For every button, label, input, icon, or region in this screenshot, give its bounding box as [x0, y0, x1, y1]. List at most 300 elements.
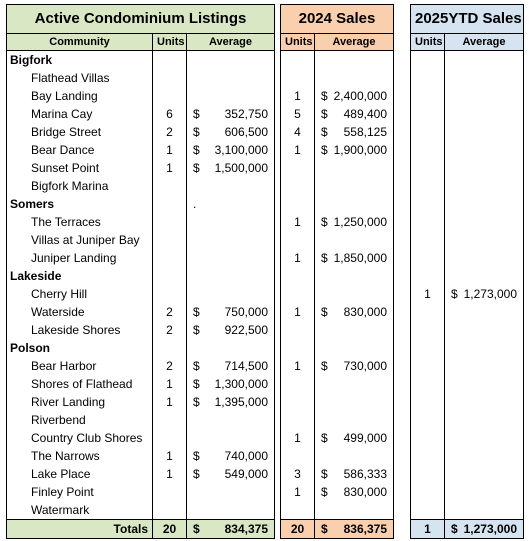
sales-2025-average-cell: [445, 105, 524, 123]
active-units-cell: [153, 249, 187, 267]
active-average-value: 714,500: [224, 359, 268, 373]
sales-2024-average-cell: [315, 177, 394, 195]
sales-2024-dollar-sign: $: [321, 89, 328, 103]
community-row: [7, 357, 275, 375]
totals-average-value: 836,375: [343, 522, 387, 536]
sales-2025-average-cell: [445, 267, 524, 285]
sales-2025-average-cell: [445, 357, 524, 375]
units-header: Units: [153, 34, 187, 51]
sales-2024-average-value: 489,400: [343, 107, 387, 121]
sales-2024-row: [281, 105, 394, 123]
sales-2025-units-cell: [411, 69, 445, 87]
sales-2024-units-cell: [281, 159, 315, 177]
active-average-cell: [187, 393, 275, 411]
active-average-cell: [187, 249, 275, 267]
active-average-cell: [187, 213, 275, 231]
sales-2025-units-cell: [411, 447, 445, 465]
sales-2025-average-cell: [445, 393, 524, 411]
community-name: Villas at Juniper Bay: [7, 231, 153, 249]
sales-2024-dollar-sign: $: [321, 215, 328, 229]
community-row: [7, 69, 275, 87]
active-average-cell: [187, 69, 275, 87]
active-units-cell: 1: [153, 447, 187, 465]
active-average-cell: [187, 375, 275, 393]
community-name: Lakeside Shores: [7, 321, 153, 339]
sales-2024-row: [281, 339, 394, 357]
active-average-cell: [187, 483, 275, 501]
sales-2025-row: [411, 213, 524, 231]
active-dollar-sign: $: [193, 323, 200, 337]
sales-2025-units-cell: [411, 465, 445, 483]
sales-2024-units-cell: [281, 411, 315, 429]
community-row: [7, 141, 275, 159]
sales-2025-row: [411, 141, 524, 159]
community-row: [7, 465, 275, 483]
active-dollar-sign: $: [193, 143, 200, 157]
sales-2025-row: [411, 231, 524, 249]
totals-units: 20: [153, 520, 187, 539]
community-row: [7, 159, 275, 177]
community-row: [7, 105, 275, 123]
community-row: [7, 231, 275, 249]
active-dollar-sign: $: [193, 395, 200, 409]
sales-2024-average-cell: [315, 483, 394, 501]
town-row: [7, 51, 275, 70]
community-name: Cherry Hill: [7, 285, 153, 303]
sales-2025-average-cell: [445, 159, 524, 177]
community-row: [7, 375, 275, 393]
sales-2024-average-cell: [315, 69, 394, 87]
sales-2024-average-cell: [315, 195, 394, 213]
sales-2024-row: [281, 51, 394, 70]
sales-2025-units-cell: [411, 195, 445, 213]
community-name: Finley Point: [7, 483, 153, 501]
community-header: Community: [7, 34, 153, 51]
sales-2025-units-cell: [411, 87, 445, 105]
sales-2025-units-cell: [411, 357, 445, 375]
sales-2024-units-cell: [281, 321, 315, 339]
sales-2025-average-cell: [445, 231, 524, 249]
community-row: [7, 393, 275, 411]
sales-2024-average-value: 586,333: [343, 467, 387, 481]
active-average-cell: [187, 195, 275, 213]
sales-2024-units-cell: 3: [281, 465, 315, 483]
sales-2024-units-cell: 5: [281, 105, 315, 123]
community-name: Sunset Point: [7, 159, 153, 177]
sales-2025-average-cell: [445, 483, 524, 501]
sales-2024-average-value: 558,125: [343, 125, 387, 139]
sales-2024-table: [280, 4, 394, 539]
active-average-cell: [187, 159, 275, 177]
sales-2025-average-cell: [445, 51, 524, 70]
sales-2024-average-cell: [315, 231, 394, 249]
totals-dollar-sign: $: [193, 522, 200, 536]
community-row: [7, 249, 275, 267]
community-name: Waterside: [7, 303, 153, 321]
sales-2024-average-cell: [315, 393, 394, 411]
sales-2024-row: [281, 159, 394, 177]
active-average-cell: [187, 447, 275, 465]
average-header: Average: [315, 34, 394, 51]
community-name: Watermark: [7, 501, 153, 520]
sales-2024-row: [281, 321, 394, 339]
sales-2025-units-cell: [411, 249, 445, 267]
totals-label: Totals: [7, 520, 153, 539]
active-average-value: 1,395,000: [214, 395, 268, 409]
sales-2024-average-value: 830,000: [343, 305, 387, 319]
community-name: Marina Cay: [7, 105, 153, 123]
sales-2025-units-cell: [411, 105, 445, 123]
sales-2025-units-cell: [411, 339, 445, 357]
active-dollar-sign: $: [193, 125, 200, 139]
sales-2024-units-cell: [281, 393, 315, 411]
sales-2025-units-cell: [411, 267, 445, 285]
active-units-cell: [153, 339, 187, 357]
active-dollar-sign: $: [193, 359, 200, 373]
sales-2025-row: [411, 429, 524, 447]
sales-2025-average-cell: [445, 177, 524, 195]
active-units-cell: [153, 285, 187, 303]
sales-2024-row: [281, 429, 394, 447]
town-name: Somers: [7, 195, 153, 213]
sales-2024-units-cell: [281, 501, 315, 520]
sales-2024-average-cell: [315, 447, 394, 465]
active-average-cell: [187, 141, 275, 159]
sales-2025-average-cell: [445, 249, 524, 267]
active-dollar-sign: $: [193, 377, 200, 391]
totals-average-value: 834,375: [224, 522, 268, 536]
sales-2024-row: [281, 141, 394, 159]
sales-2024-average-cell: [315, 375, 394, 393]
active-listings-title: Active Condominium Listings: [7, 5, 275, 34]
sales-2024-average-cell: [315, 105, 394, 123]
community-row: [7, 177, 275, 195]
sales-2025-units-cell: [411, 483, 445, 501]
sales-2025-average-cell: [445, 141, 524, 159]
active-average-cell: [187, 177, 275, 195]
town-row: [7, 195, 275, 213]
sales-2025-row: [411, 285, 524, 303]
sales-2024-row: [281, 483, 394, 501]
units-header: Units: [281, 34, 315, 51]
sales-2025-row: [411, 465, 524, 483]
sales-2024-dollar-sign: $: [321, 431, 328, 445]
sales-2024-units-cell: 1: [281, 87, 315, 105]
community-name: Riverbend: [7, 411, 153, 429]
community-name: Shores of Flathead: [7, 375, 153, 393]
sales-2025-average-cell: [445, 213, 524, 231]
community-row: [7, 87, 275, 105]
sales-2024-units-cell: [281, 285, 315, 303]
sales-2025-units-cell: [411, 141, 445, 159]
units-header: Units: [411, 34, 445, 51]
sales-2025-dollar-sign: $: [451, 287, 458, 301]
active-average-value: 606,500: [224, 125, 268, 139]
sales-2024-average-cell: [315, 159, 394, 177]
active-average-value: 1,300,000: [214, 377, 268, 391]
sales-2024-average-value: 1,850,000: [333, 251, 387, 265]
sales-2024-units-cell: [281, 195, 315, 213]
sales-2024-units-cell: [281, 231, 315, 249]
active-units-cell: [153, 501, 187, 520]
sales-2024-units-cell: 1: [281, 141, 315, 159]
sales-2024-average-value: 2,400,000: [333, 89, 387, 103]
community-name: Lake Place: [7, 465, 153, 483]
sales-2025-row: [411, 159, 524, 177]
active-average-cell: [187, 267, 275, 285]
active-average-value: 352,750: [224, 107, 268, 121]
sales-2025-row: [411, 303, 524, 321]
active-average-cell: [187, 321, 275, 339]
active-units-cell: 2: [153, 357, 187, 375]
sales-2025-units-cell: [411, 321, 445, 339]
totals-row: [281, 520, 394, 539]
active-average-cell: [187, 501, 275, 520]
active-dollar-sign: $: [193, 161, 200, 175]
sales-2024-units-cell: 1: [281, 429, 315, 447]
town-row: [7, 339, 275, 357]
sales-2024-average-cell: [315, 123, 394, 141]
totals-row: [7, 520, 275, 539]
sales-2025-units-cell: [411, 375, 445, 393]
active-average-cell: [187, 51, 275, 70]
sales-2025-row: [411, 411, 524, 429]
sales-2024-dollar-sign: $: [321, 107, 328, 121]
sales-2024-average-cell: [315, 141, 394, 159]
sales-2024-row: [281, 285, 394, 303]
community-name: Bear Harbor: [7, 357, 153, 375]
sales-2024-average-cell: [315, 87, 394, 105]
sales-2025-row: [411, 447, 524, 465]
active-units-cell: [153, 177, 187, 195]
sales-2024-average-cell: [315, 465, 394, 483]
sales-2024-dollar-sign: $: [321, 359, 328, 373]
community-name: Bay Landing: [7, 87, 153, 105]
sales-2025-average-cell: [445, 501, 524, 520]
active-units-cell: [153, 69, 187, 87]
active-units-cell: 1: [153, 375, 187, 393]
sales-2025-average-cell: [445, 447, 524, 465]
sales-2024-units-cell: [281, 339, 315, 357]
sales-2025-row: [411, 195, 524, 213]
community-name: Country Club Shores: [7, 429, 153, 447]
community-row: [7, 447, 275, 465]
sales-2024-dollar-sign: $: [321, 251, 328, 265]
sales-2024-row: [281, 375, 394, 393]
town-name: Lakeside: [7, 267, 153, 285]
sales-2025-row: [411, 375, 524, 393]
community-row: [7, 303, 275, 321]
sales-2024-row: [281, 249, 394, 267]
active-units-cell: 1: [153, 159, 187, 177]
sales-2024-row: [281, 303, 394, 321]
community-row: [7, 501, 275, 520]
sales-2025-row: [411, 105, 524, 123]
sales-2025-average-cell: [445, 195, 524, 213]
sales-2024-row: [281, 231, 394, 249]
active-dollar-sign: $: [193, 449, 200, 463]
active-mark: .: [193, 197, 197, 211]
active-units-cell: [153, 213, 187, 231]
active-units-cell: [153, 429, 187, 447]
active-average-value: 3,100,000: [214, 143, 268, 157]
sales-2025-row: [411, 483, 524, 501]
active-units-cell: [153, 483, 187, 501]
sales-2025-row: [411, 267, 524, 285]
sales-2024-row: [281, 447, 394, 465]
sales-2025-average-cell: [445, 87, 524, 105]
sales-2024-row: [281, 501, 394, 520]
sales-2024-average-value: 1,900,000: [333, 143, 387, 157]
active-units-cell: 6: [153, 105, 187, 123]
sales-2024-dollar-sign: $: [321, 125, 328, 139]
active-units-cell: 1: [153, 393, 187, 411]
active-average-cell: [187, 87, 275, 105]
active-average-value: 750,000: [224, 305, 268, 319]
sales-2025-title: 2025YTD Sales: [411, 5, 524, 34]
sales-2024-average-cell: [315, 321, 394, 339]
sales-2024-average-value: 499,000: [343, 431, 387, 445]
sales-2025-average-cell: [445, 321, 524, 339]
active-average-cell: [187, 429, 275, 447]
community-name: Flathead Villas: [7, 69, 153, 87]
sales-2024-average-cell: [315, 339, 394, 357]
community-row: [7, 321, 275, 339]
community-row: [7, 123, 275, 141]
sales-2025-units-cell: [411, 411, 445, 429]
sales-2025-row: [411, 339, 524, 357]
sales-2025-row: [411, 357, 524, 375]
sales-2025-table: [410, 4, 524, 539]
sales-2025-units-cell: [411, 177, 445, 195]
sales-2024-average-value: 830,000: [343, 485, 387, 499]
sales-2025-average-cell: [445, 303, 524, 321]
sales-2025-units-cell: [411, 159, 445, 177]
sales-2024-units-cell: 4: [281, 123, 315, 141]
active-average-value: 922,500: [224, 323, 268, 337]
sales-2024-average-value: 1,250,000: [333, 215, 387, 229]
sales-2024-row: [281, 69, 394, 87]
sales-2024-average-cell: [315, 267, 394, 285]
active-units-cell: [153, 87, 187, 105]
sales-2024-average-cell: [315, 501, 394, 520]
community-name: River Landing: [7, 393, 153, 411]
sales-2025-average-cell: [445, 465, 524, 483]
sales-2024-row: [281, 123, 394, 141]
sales-2025-row: [411, 249, 524, 267]
active-average-value: 1,500,000: [214, 161, 268, 175]
sales-2024-row: [281, 393, 394, 411]
active-units-cell: [153, 231, 187, 249]
sales-2024-units-cell: 1: [281, 249, 315, 267]
sales-2024-units-cell: 1: [281, 213, 315, 231]
active-average-cell: [187, 123, 275, 141]
sales-2024-average-cell: [315, 213, 394, 231]
sales-2025-row: [411, 321, 524, 339]
sales-2024-average-cell: [315, 285, 394, 303]
active-dollar-sign: $: [193, 107, 200, 121]
sales-2025-units-cell: [411, 429, 445, 447]
sales-2024-units-cell: [281, 447, 315, 465]
sales-2025-average-value: 1,273,000: [463, 287, 517, 301]
active-units-cell: 2: [153, 321, 187, 339]
sales-2025-units-cell: [411, 231, 445, 249]
sales-2024-dollar-sign: $: [321, 485, 328, 499]
sales-2025-units-cell: [411, 51, 445, 70]
active-units-cell: [153, 51, 187, 70]
community-name: Bigfork Marina: [7, 177, 153, 195]
community-name: Bear Dance: [7, 141, 153, 159]
totals-average-value: 1,273,000: [463, 522, 517, 536]
sales-2025-units-cell: [411, 123, 445, 141]
sales-2024-units-cell: [281, 267, 315, 285]
sales-2025-average-cell: [445, 411, 524, 429]
sales-2024-average-cell: [315, 411, 394, 429]
sales-2024-row: [281, 411, 394, 429]
community-name: Juniper Landing: [7, 249, 153, 267]
community-row: [7, 213, 275, 231]
community-row: [7, 429, 275, 447]
sales-2024-average-cell: [315, 429, 394, 447]
active-dollar-sign: $: [193, 467, 200, 481]
sales-2024-row: [281, 357, 394, 375]
active-average-value: 549,000: [224, 467, 268, 481]
sales-2025-row: [411, 51, 524, 70]
sales-2024-units-cell: 1: [281, 357, 315, 375]
sales-2024-row: [281, 465, 394, 483]
sales-2025-average-cell: [445, 375, 524, 393]
community-row: [7, 411, 275, 429]
sales-2025-average-cell: [445, 285, 524, 303]
sales-2024-units-cell: 1: [281, 483, 315, 501]
totals-dollar-sign: $: [321, 522, 328, 536]
active-average-cell: [187, 411, 275, 429]
sales-2025-row: [411, 501, 524, 520]
sales-2024-dollar-sign: $: [321, 467, 328, 481]
active-average-cell: [187, 231, 275, 249]
active-average-cell: [187, 465, 275, 483]
sales-2025-average-cell: [445, 123, 524, 141]
sales-2024-title: 2024 Sales: [281, 5, 394, 34]
totals-units: 1: [411, 520, 445, 539]
sales-2025-units-cell: [411, 213, 445, 231]
community-name: The Terraces: [7, 213, 153, 231]
average-header: Average: [445, 34, 524, 51]
sales-2024-row: [281, 87, 394, 105]
sales-2025-units-cell: [411, 501, 445, 520]
sales-2025-row: [411, 393, 524, 411]
active-average-cell: [187, 285, 275, 303]
sales-2024-dollar-sign: $: [321, 305, 328, 319]
sales-2025-units-cell: 1: [411, 285, 445, 303]
active-units-cell: 1: [153, 465, 187, 483]
community-row: [7, 483, 275, 501]
sales-2024-row: [281, 195, 394, 213]
community-row: [7, 285, 275, 303]
community-name: Bridge Street: [7, 123, 153, 141]
totals-row: [411, 520, 524, 539]
sales-2025-average-cell: [445, 69, 524, 87]
sales-2024-units-cell: [281, 375, 315, 393]
community-name: The Narrows: [7, 447, 153, 465]
active-units-cell: 2: [153, 123, 187, 141]
active-units-cell: 1: [153, 141, 187, 159]
sales-2024-units-cell: 1: [281, 303, 315, 321]
sales-2025-units-cell: [411, 303, 445, 321]
totals-units: 20: [281, 520, 315, 539]
average-header: Average: [187, 34, 275, 51]
active-average-cell: [187, 303, 275, 321]
